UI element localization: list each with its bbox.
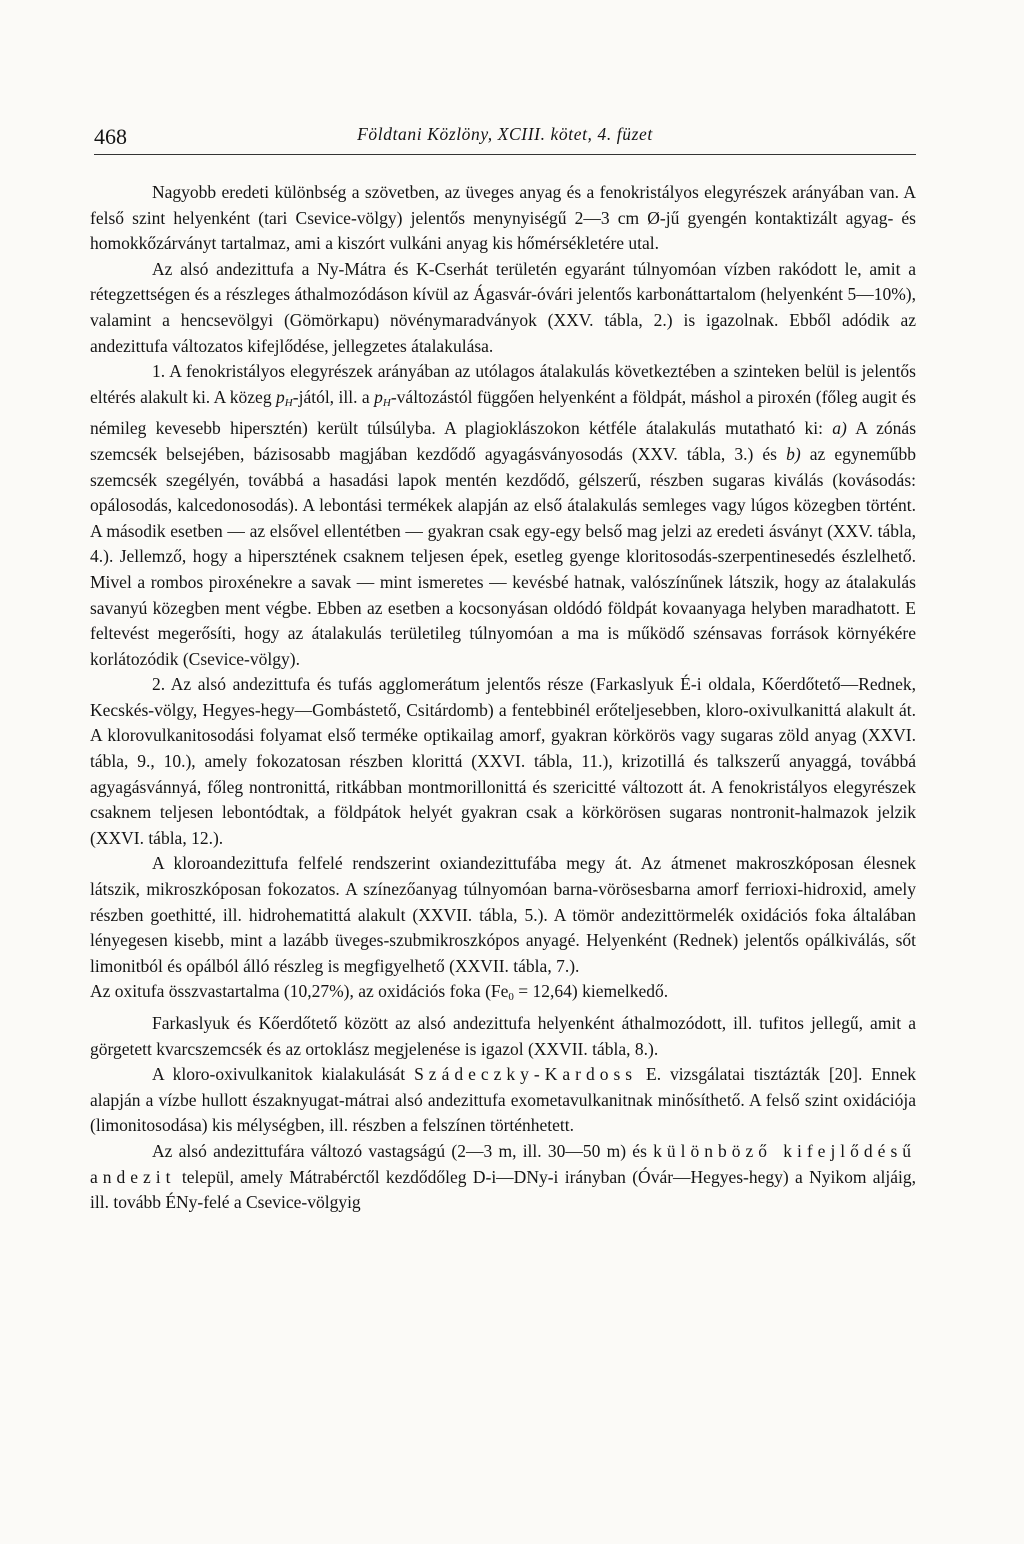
paragraph: Nagyobb eredeti különbség a szövetben, az üveges anyag és a fenokristályos elegyrészek arányában van. A felső szint helyenként (tari Csevice-völgy) jelentős menynyiségű 2—3 cm Ø-jű gyengén kontaktizált agyag- és homokkőzárványt tartalmaz, ami a kiszórt vulkáni anyag kis hőmérsékletére utal. — [90, 182, 916, 254]
text-run: 1. A fenokristályos elegyrészek arányában az utólagos átalakulás következtében a szinteken belül is jelentős eltérés alakult ki. A közeg — [90, 361, 916, 407]
paragraph: Farkaslyuk és Kőerdőtető között az alsó andezittufa helyenként áthalmozódott, ill. tufitos jellegű, amit a görgetett kvarcszemcsék és az ortoklász megjelenése is igazol (XXVII. tábla, 8.). — [90, 1013, 916, 1059]
text-run: E. vizsgálatai tisztázták [20]. Ennek alapján a vízbe hullott északnyugat-mátrai alsó andezittufa exometavulkanitnak minősíthető. A felső szint oxidációja (limonitosodása) kis mélységben, ill. részben a felszínen történhetett. — [90, 1064, 916, 1136]
text-run: A zónás szemcsék belsejében, bázisosabb magjában kezdődő agyagásványosodás (XXV. tábla, 3.) és — [90, 418, 917, 464]
paragraph — [90, 1139, 916, 1216]
page-number: 468 — [94, 124, 127, 149]
text-run: = 12,64) kiemelkedő. — [513, 981, 669, 1002]
text-run: -jától, ill. a — [292, 386, 375, 407]
paragraph — [90, 979, 916, 1011]
paragraph: 2. Az alsó andezittufa és tufás agglomerátum jelentős része (Farkaslyuk É-i oldala, Kőerdőtető—Rednek, Kecskés-völgy, Hegyes-hegy—Gombástető, Csitárdomb) a fentebbinél erőteljesebben, kloro-oxivulkanittá alakult át. A klorovulkanitosodási folyamat első terméke optikailag amorf, gyakran körkörös vagy sugaras zöld anyag (XXVI. tábla, 9., 10.), amely fokozatosan részben klorittá (XXVI. tábla, 11.), krizotillá és talkszerű anyaggá, továbbá agyagásvánnyá, főleg nontronittá, ritkábban montmorillonittá és szericitté változott át. A fenokristályos elegyrészek csaknem teljesen lebontódtak, a földpátok helyét gyakran csak a körkörösen sugaras nontronit-halmazok jelzik (XXVI. tábla, 12.). — [90, 674, 916, 848]
list-label: a) — [832, 418, 847, 439]
paragraph: Az alsó andezittufa a Ny-Mátra és K-Cserhát területén egyaránt túlnyomóan vízben rakódott le, amit a rétegzettségen és a részleges áthalmozódáson kívül az Ágasvár-óvári jelentős karbonáttartalom (helyenként 5—10%), valamint a hencsevölgyi (Gömörkapu) növénymaradványok (XXV. tábla, 2.) is igazolnak. Ebből adódik az andezittufa változatos kifejlődése, jellegzetes átalakulása. — [90, 258, 916, 356]
text-run: -változástól függően helyenként a földpát, máshol a piroxén (főleg augit és némileg kevesebb hipersztén) került túlsúlyba. A plagioklászokon kétféle átalakulás mutatható ki: — [90, 386, 916, 439]
subscript: 0 — [508, 991, 514, 1004]
paragraph — [90, 1062, 916, 1139]
text-run: az egyneműbb szemcsék szegélyén, továbbá a hasadási lapok mentén kezdődő, gélszerű, részben sugaras kiválás (kovásodás: opálosodás, kalcedonosodás). A lebontási termékek alapján az első átalakulás semleges vagy lúgos közegben történt. A második esetben — az elsővel ellentétben — gyakran csak egy-egy belső mag jelzi az eredeti ásványt (XXV. tábla, 4.). Jellemző, hogy a hipersztének csaknem teljesen épek, esetleg gyenge kloritosodás-szerpentinesedés észlelhető. Mivel a rombos piroxénekre a savak — mint ismeretes — kevésbé hatnak, valószínűnek látszik, hogy az átalakulás savanyú közegben ment végbe. Ebben az esetben a kocsonyásan oldódó földpát kovaanyaga helyben maradhatott. E feltevést megerősíti, hogy az átalakulás területileg túlnyomóan a ma is működő szénsavas források környékére korlátozódik (Csevice-völgy). — [90, 443, 916, 669]
text-run: települ, amely Mátrabérctől kezdődőleg D-i—DNy-i irányban (Óvár—Hegyes-hegy) a Nyikom aljáig, ill. tovább ÉNy-felé a Csevice-völgyig — [90, 1166, 916, 1213]
running-header — [94, 118, 916, 155]
text-run: A kloro-oxivulkanitok kialakulását — [152, 1064, 415, 1085]
ph-symbol: $p_H$ — [276, 386, 293, 409]
text-run: Az oxitufa összvastartalma (10,27%), az oxidációs foka (Fe — [90, 981, 509, 1002]
paragraph: A kloroandezittufa felfelé rendszerint oxiandezittufába megy át. Az átmenet makroszkóposan élesnek látszik, mikroszkóposan fokozatos. A színezőanyag túlnyomóan barna-vörösesbarna amorf ferrioxi-hidroxid, amely részben goethitté, ill. hidrohematittá alakult (XXVII. tábla, 5.). A tömör andezittörmelék oxidációs foka általában lényegesen kisebb, mint a lazább üveges-szubmikroszkópos anyagé. Helyenként (Rednek) jelentős opálkiválás, sőt limonitból és opálból álló részleg is megfigyelhető (XXVII. tábla, 7.). — [90, 853, 916, 976]
ph-symbol: $p_H$ — [374, 386, 391, 409]
emphasized-term: különböző kifejlődésű andezit — [90, 1140, 917, 1187]
list-label: b) — [786, 443, 801, 464]
author-name: Szádeczky-Kardoss — [414, 1064, 638, 1085]
journal-title: Földtani Közlöny, XCIII. kötet, 4. füzet — [357, 124, 653, 144]
text-run: Az alsó andezittufára változó vastagságú (2—3 m, ill. 30—50 m) és — [152, 1140, 654, 1161]
body-text — [90, 180, 916, 1216]
paragraph — [90, 359, 916, 672]
